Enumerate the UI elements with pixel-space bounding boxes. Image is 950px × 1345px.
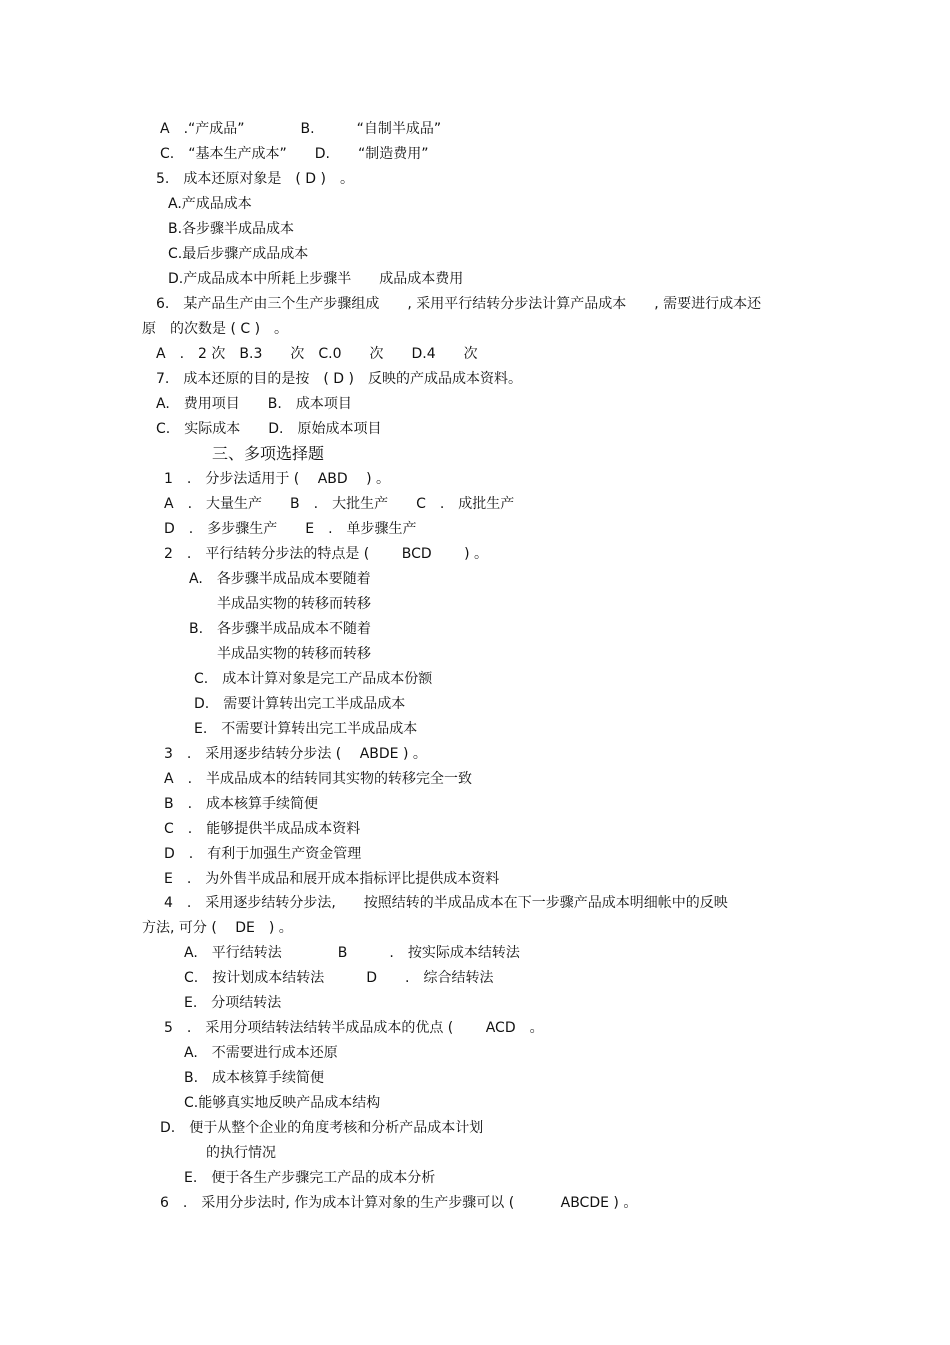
option-line: E . 为外售半成品和展开成本指标评比提供成本资料 (164, 871, 500, 887)
option-line-cont: 半成品实物的转移而转移 (217, 646, 371, 662)
question-1: 1 . 分步法适用于 ( ABD ) 。 (164, 471, 391, 487)
question-4-cont: 方法, 可分 ( DE ) 。 (142, 920, 293, 936)
option-line: D . 多步骤生产 E . 单步骤生产 (164, 521, 417, 537)
option-line: E. 分项结转法 (184, 995, 282, 1011)
option-line: B. 各步骤半成品成本不随着 (189, 621, 372, 637)
option-line: C. “基本生产成本” D. “制造费用” (160, 146, 429, 162)
question-3: 3 . 采用逐步结转分步法 ( ABDE ) 。 (164, 746, 427, 762)
option-line: A. 费用项目 B. 成本项目 (156, 396, 352, 412)
option-line-cont: 半成品实物的转移而转移 (217, 596, 371, 612)
option-line: A . 半成品成本的结转同其实物的转移完全一致 (164, 771, 473, 787)
option-line: A. 平行结转法 B . 按实际成本结转法 (184, 945, 520, 961)
option-line: C . 能够提供半成品成本资料 (164, 821, 361, 837)
option-line: E. 不需要计算转出完工半成品成本 (194, 721, 418, 737)
option-line: A .“产成品” B. “自制半成品” (160, 121, 442, 137)
question-5: 5. 成本还原对象是 ( D ) 。 (156, 171, 354, 187)
option-line: A . 大量生产 B . 大批生产 C . 成批生产 (164, 496, 515, 512)
option-line: C. 实际成本 D. 原始成本项目 (156, 421, 382, 437)
option-line: E. 便于各生产步骤完工产品的成本分析 (184, 1170, 436, 1186)
option-line: A. 各步骤半成品成本要随着 (189, 571, 371, 587)
option-line: C.最后步骤产成品成本 (168, 246, 309, 262)
question-6: 6. 某产品生产由三个生产步骤组成 , 采用平行结转分步法计算产品成本 , 需要进行成本还 (156, 296, 762, 312)
question-6-cont: 原 的次数是 ( C ) 。 (142, 321, 289, 337)
question-2: 2 . 平行结转分步法的特点是 ( BCD ) 。 (164, 546, 488, 562)
section-heading: 三、多项选择题 (212, 444, 325, 463)
option-line: D. 便于从整个企业的角度考核和分析产品成本计划 (160, 1120, 484, 1136)
option-line: D.产成品成本中所耗上步骤半 成品成本费用 (168, 271, 464, 287)
option-line: B . 成本核算手续简便 (164, 796, 319, 812)
option-line: C. 成本计算对象是完工产品成本份额 (194, 671, 433, 687)
question-6-multi: 6 . 采用分步法时, 作为成本计算对象的生产步骤可以 ( ABCDE ) 。 (160, 1195, 638, 1211)
option-line: C. 按计划成本结转法 D . 综合结转法 (184, 970, 494, 986)
option-line: D . 有利于加强生产资金管理 (164, 846, 362, 862)
option-line: C.能够真实地反映产品成本结构 (184, 1095, 381, 1111)
option-line: D. 需要计算转出完工半成品成本 (194, 696, 406, 712)
question-5-multi: 5 . 采用分项结转法结转半成品成本的优点 ( ACD 。 (164, 1020, 544, 1036)
question-4: 4 . 采用逐步结转分步法, 按照结转的半成品成本在下一步骤产品成本明细帐中的反映 (164, 895, 728, 911)
option-line: B. 成本核算手续简便 (184, 1070, 325, 1086)
option-line: A.产成品成本 (168, 196, 252, 212)
option-line-cont: 的执行情况 (206, 1145, 276, 1161)
option-line: A . 2 次 B.3 次 C.0 次 D.4 次 (156, 346, 478, 362)
question-7: 7. 成本还原的目的是按 ( D ) 反映的产成品成本资料。 (156, 371, 522, 387)
option-line: A. 不需要进行成本还原 (184, 1045, 338, 1061)
option-line: B.各步骤半成品成本 (168, 221, 295, 237)
